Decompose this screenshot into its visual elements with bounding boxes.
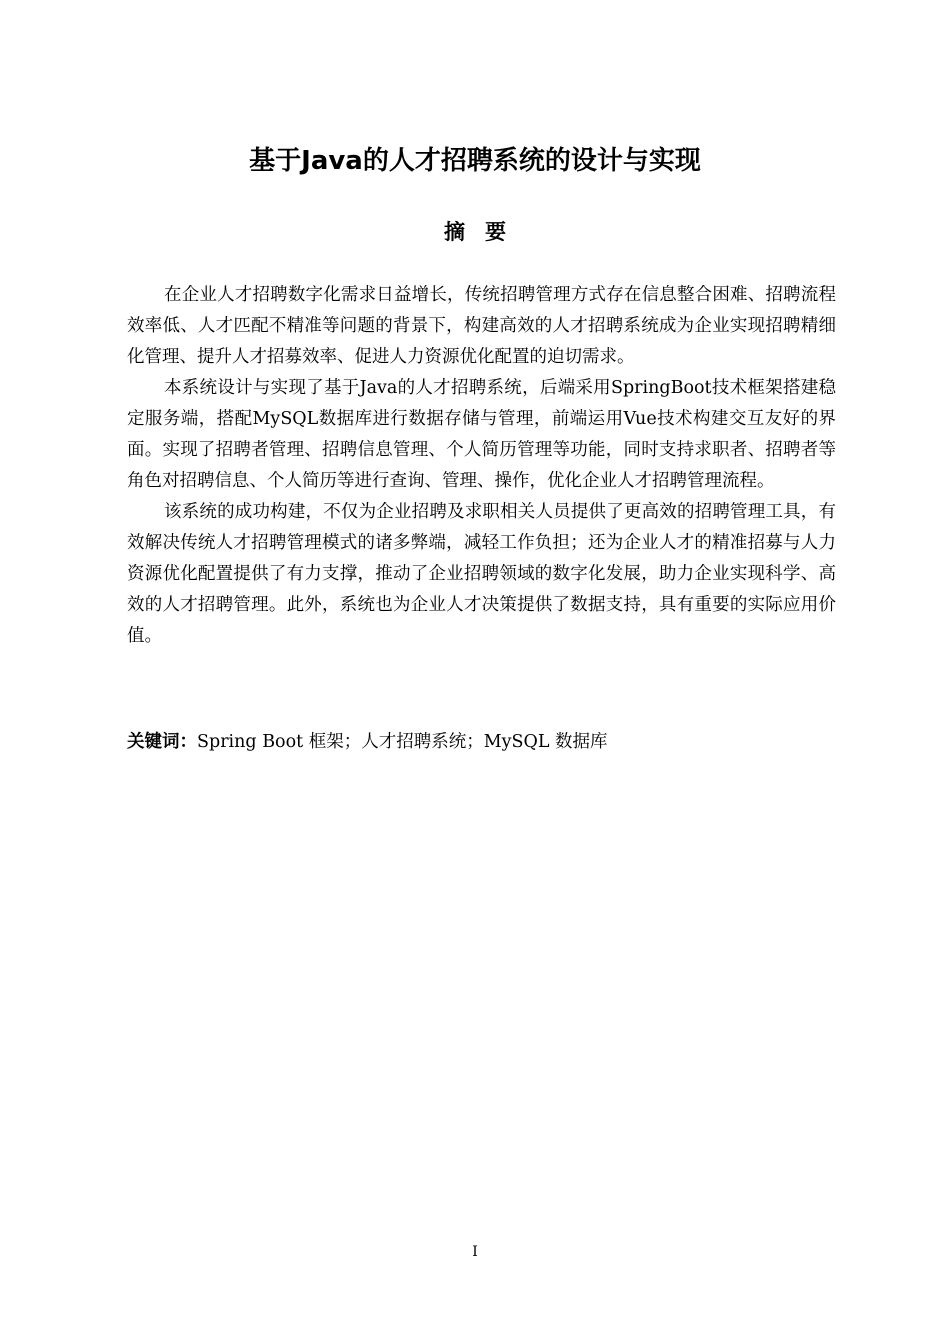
abstract-heading: 摘要 — [444, 220, 526, 244]
abstract-paragraph-2: 本系统设计与实现了基于Java的人才招聘系统，后端采用SpringBoot技术框架搭建稳定服务端，搭配MySQL数据库进行数据存储与管理，前端运用Vue技术构建交互友好的界面。实现了招聘者管理、招聘信息管理、个人简历管理等功能，同时支持求职者、招聘者等角色对招聘信息、个人简历等进行查询、管理、操作，优化企业人才招聘管理流程。 — [127, 378, 836, 491]
keywords-label: 关键词： — [127, 732, 197, 752]
keywords-value: Spring Boot 框架；人才招聘系统；MySQL 数据库 — [197, 732, 608, 752]
abstract-body — [127, 280, 836, 652]
keywords-line — [127, 727, 836, 758]
document-title: 基于Java的人才招聘系统的设计与实现 — [249, 146, 701, 176]
abstract-paragraph-3: 该系统的成功构建，不仅为企业招聘及求职相关人员提供了更高效的招聘管理工具，有效解决传统人才招聘管理模式的诸多弊端，减轻工作负担；还为企业人才的精准招募与人力资源优化配置提供了有力支撑，推动了企业招聘领域的数字化发展，助力企业实现科学、高效的人才招聘管理。此外，系统也为企业人才决策提供了数据支持，具有重要的实际应用价值。 — [127, 502, 836, 646]
page-number: I — [472, 1244, 478, 1260]
abstract-paragraph-1: 在企业人才招聘数字化需求日益增长，传统招聘管理方式存在信息整合困难、招聘流程效率低、人才匹配不精准等问题的背景下，构建高效的人才招聘系统成为企业实现招聘精细化管理、提升人才招募效率、促进人力资源优化配置的迫切需求。 — [127, 285, 836, 367]
